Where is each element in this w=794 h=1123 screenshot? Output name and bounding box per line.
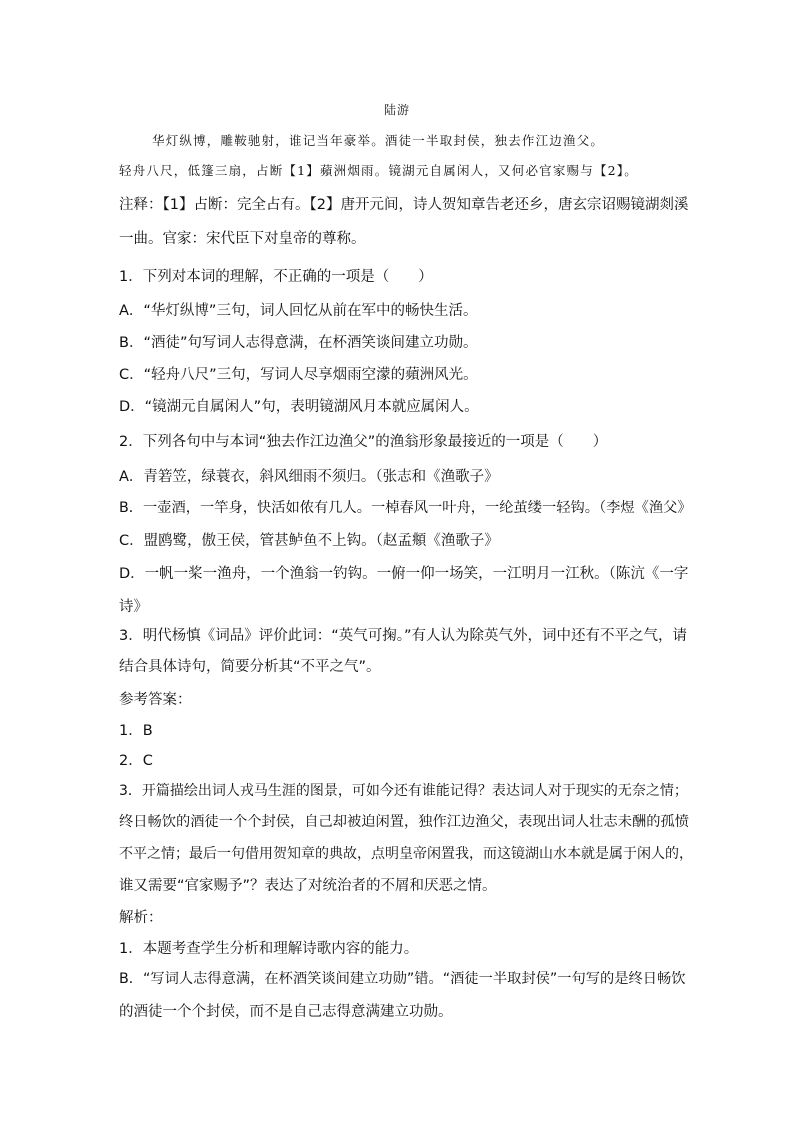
q1-stem: 1．下列对本词的理解，不正确的一项是（ ） <box>119 269 433 285</box>
q3-line-1: 3．明代杨慎《词品》评价此词：“英气可掬。”有人认为除英气外，词中还有不平之气，请 <box>119 628 687 644</box>
answer-1: 1．B <box>119 723 153 739</box>
notes-line-1: 注释：【1】占断：完全占有。【2】唐开元间，诗人贺知章告老还乡，唐玄宗诏赐镜湖剡溪 <box>119 197 689 213</box>
q1-option-a: A．“华灯纵博”三句，词人回忆从前在军中的畅快生活。 <box>119 303 478 319</box>
answer-3-line-3: 不平之情；最后一句借用贺知章的典故，点明皇帝闲置我，而这镜湖山水本就是属于闲人的， <box>119 846 693 862</box>
q2-option-d-line-1: D．一帆一桨一渔舟，一个渔翁一钓钩。一俯一仰一场笑，一江明月一江秋。（陈沆《一字 <box>119 566 689 582</box>
notes-line-2: 一曲。官家：宋代臣下对皇帝的尊称。 <box>119 231 366 247</box>
analysis-line-2: B．“写词人志得意满，在杯酒笑谈间建立功勋”错。“酒徒一半取封侯”一句写的是终日畅饮 <box>119 971 686 987</box>
q2-option-a: A．青箬笠，绿蓑衣，斜风细雨不须归。（张志和《渔歌子》 <box>119 469 499 485</box>
answer-3-line-4: 谁又需要“官家赐予”？表达了对统治者的不屑和厌恶之情。 <box>119 878 497 894</box>
q1-option-d: D．“镜湖元自属闲人”句，表明镜湖风月本就应属闲人。 <box>119 399 479 415</box>
analysis-line-3: 的酒徒一个个封侯，而不是自己志得意满建立功勋。 <box>119 1004 453 1020</box>
analysis-line-1: 1．本题考查学生分析和理解诗歌内容的能力。 <box>119 941 419 957</box>
q2-option-d-line-2: 诗》 <box>119 599 148 615</box>
answers-heading: 参考答案： <box>119 692 192 708</box>
poem-line-2: 轻舟八尺，低篷三扇，占断【1】蘋洲烟雨。镜湖元自属闲人，又何必官家赐与【2】。 <box>119 163 638 178</box>
q2-option-b: B．一壶酒，一竿身，快活如侬有几人。一棹春风一叶舟，一纶茧缕一轻钩。（李煜《渔父》 <box>119 500 692 516</box>
q1-option-b: B．“酒徒”句写词人志得意满，在杯酒笑谈间建立功勋。 <box>119 335 478 351</box>
answer-3-line-2: 终日畅饮的酒徒一个个封侯，自己却被迫闲置，独作江边渔父，表现出词人壮志未酬的孤愤 <box>119 814 690 830</box>
poem-line-1: 华灯纵博，雕鞍驰射，谁记当年豪举。酒徒一半取封侯，独去作江边渔父。 <box>152 133 605 148</box>
q3-line-2: 结合具体诗句，简要分析其“不平之气”。 <box>119 659 381 675</box>
poem-author: 陆游 <box>383 103 410 117</box>
q2-option-c: C．盟鸥鹭，傲王侯，管甚鲈鱼不上钩。（赵孟頫《渔歌子》 <box>119 533 499 549</box>
q1-option-c: C．“轻舟八尺”三句，写词人尽享烟雨空濛的蘋洲风光。 <box>119 367 478 383</box>
q2-stem: 2．下列各句中与本词“独去作江边渔父”的渔翁形象最接近的一项是（ ） <box>119 434 608 450</box>
analysis-heading: 解析： <box>119 910 163 926</box>
answer-2: 2．C <box>119 753 153 769</box>
answer-3-line-1: 3．开篇描绘出词人戎马生涯的图景，可如今还有谁能记得？表达词人对于现实的无奈之情； <box>119 783 688 799</box>
